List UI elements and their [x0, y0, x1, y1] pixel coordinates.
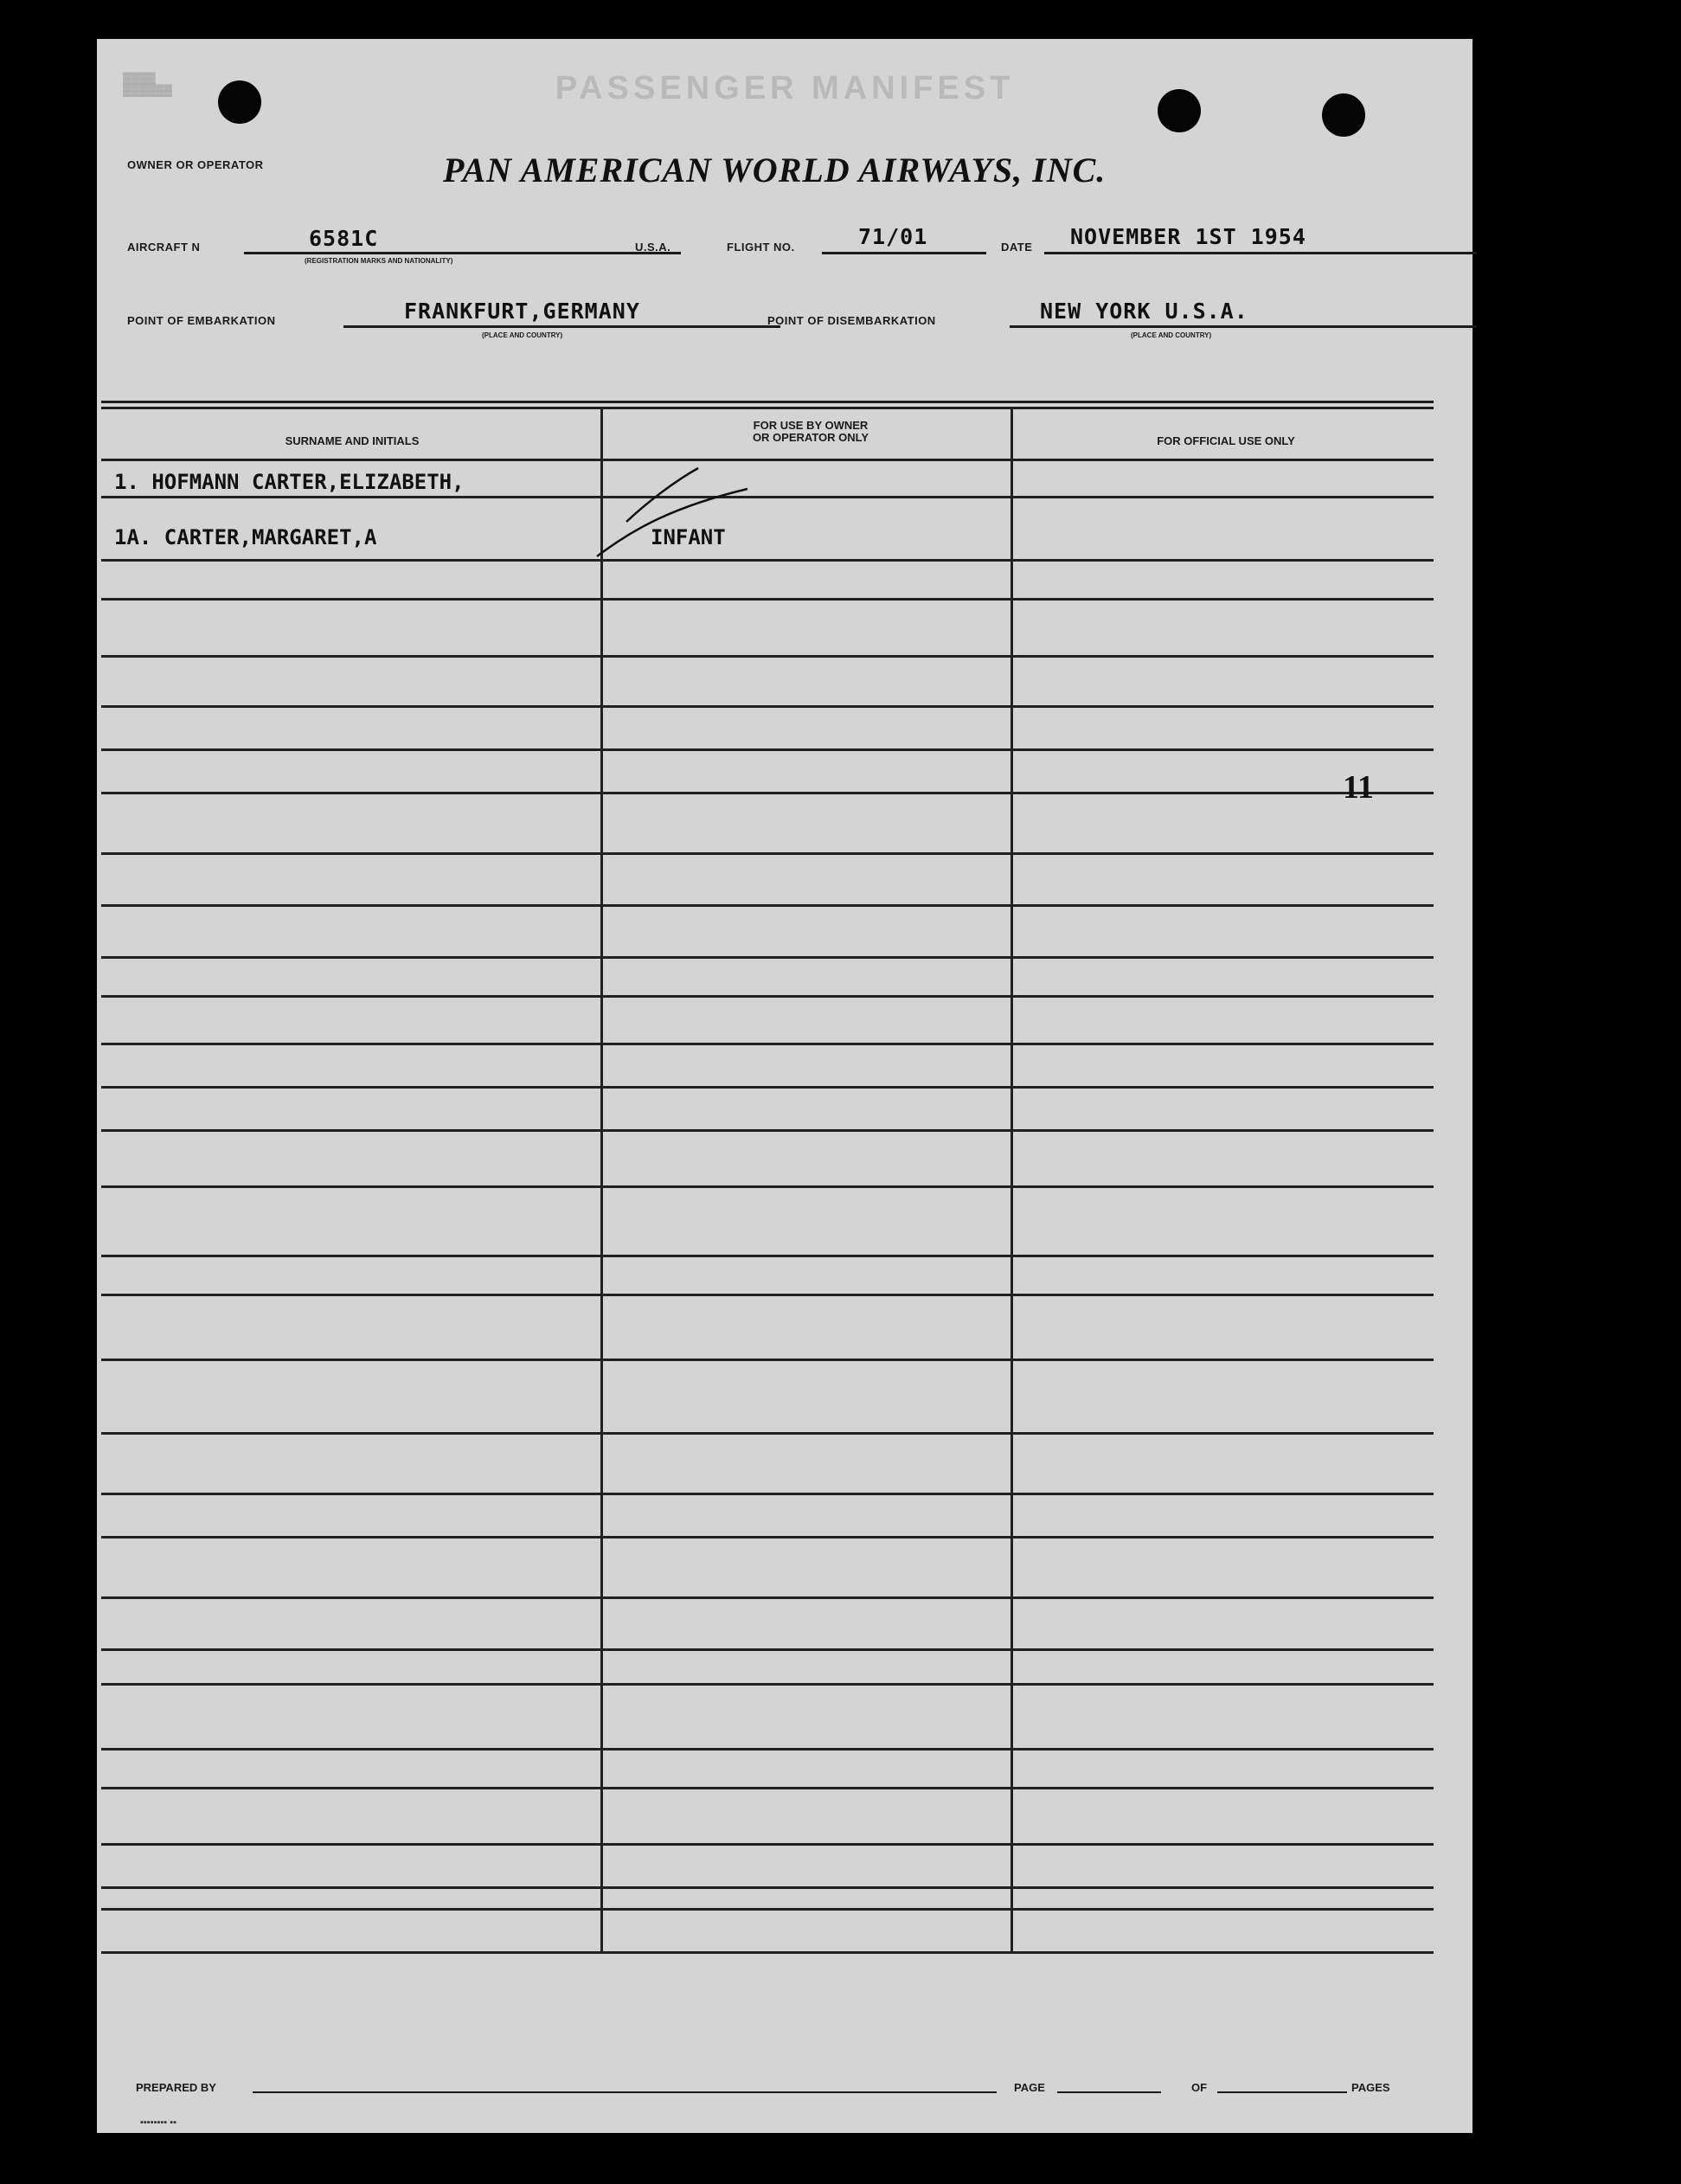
table-row-line [101, 1359, 1434, 1361]
table-row-line [101, 1043, 1434, 1045]
table-row-line [101, 1536, 1434, 1538]
usa-label: U.S.A. [635, 241, 671, 254]
disembark-label: POINT OF DISEMBARKATION [767, 314, 936, 327]
col-header-official: FOR OFFICIAL USE ONLY [1157, 434, 1295, 447]
table-row-line [101, 1294, 1434, 1296]
table-row-line [101, 1843, 1434, 1846]
table-row-line [101, 1886, 1434, 1889]
aircraft-sub: (REGISTRATION MARKS AND NATIONALITY) [305, 257, 453, 265]
table-row-line [101, 995, 1434, 998]
column-divider [600, 407, 603, 1951]
passenger-name: 1A. CARTER,MARGARET,A [114, 525, 377, 549]
page-label: PAGE [1014, 2081, 1045, 2094]
table-row-line [101, 1255, 1434, 1257]
of-label: OF [1191, 2081, 1208, 2094]
table-row-line [101, 1648, 1434, 1651]
table-row-line [101, 904, 1434, 907]
table-row-line [101, 1432, 1434, 1435]
embark-sub: (PLACE AND COUNTRY) [482, 331, 563, 339]
flight-value: 71/01 [858, 224, 928, 249]
table-row-line [101, 598, 1434, 601]
flight-label: FLIGHT NO. [727, 241, 795, 254]
col-header-owner-line2: OR OPERATOR ONLY [752, 431, 869, 444]
embark-label: POINT OF EMBARKATION [127, 314, 276, 327]
table-row-line [101, 956, 1434, 959]
official-number: 11 [1343, 769, 1374, 806]
owner-note: INFANT [651, 525, 726, 549]
aircraft-value: 6581C [309, 226, 379, 251]
owner-label: OWNER OR OPERATOR [127, 158, 264, 171]
table-row-line [101, 1596, 1434, 1599]
table-row-line [101, 748, 1434, 751]
prepared-by-label: PREPARED BY [136, 2081, 216, 2094]
disembark-value: NEW YORK U.S.A. [1040, 299, 1248, 324]
date-label: DATE [1001, 241, 1033, 254]
table-rows [101, 39, 1434, 2133]
form-stamp: ▪▪▪▪▪▪▪▪ ▪▪ [140, 2117, 177, 2128]
col-header-owner-line1: FOR USE BY OWNER [753, 419, 869, 432]
table-row-line [101, 1951, 1434, 1954]
pages-label: PAGES [1351, 2081, 1390, 2094]
table-row-line [101, 852, 1434, 855]
page-line [1057, 2091, 1161, 2093]
pen-strokes [547, 446, 754, 610]
of-line [1217, 2091, 1347, 2093]
table-row-line [101, 459, 1434, 461]
aircraft-label: AIRCRAFT N [127, 241, 201, 254]
table-row-line [101, 1748, 1434, 1750]
table-row-line [101, 1908, 1434, 1911]
column-divider [1011, 407, 1013, 1951]
table-row-line [101, 655, 1434, 658]
embark-value: FRANKFURT,GERMANY [404, 299, 640, 324]
table-row-line [101, 496, 1434, 498]
table-row-line [101, 559, 1434, 562]
table-row-line [101, 1086, 1434, 1089]
table-row-line [101, 1787, 1434, 1789]
table-row-line [101, 705, 1434, 708]
owner-value: PAN AMERICAN WORLD AIRWAYS, INC. [443, 151, 1107, 189]
passenger-name: 1. HOFMANN CARTER,ELIZABETH, [114, 470, 465, 494]
table-row-line [101, 792, 1434, 794]
manifest-page [97, 39, 1472, 2133]
col-header-surname: SURNAME AND INITIALS [285, 434, 420, 447]
form-title: PASSENGER MANIFEST [555, 70, 1015, 106]
table-row-line [101, 1493, 1434, 1495]
corner-stamp: ▓▓▓▓ ▓▓▓▓▓▓ [123, 71, 172, 96]
table-row-line [101, 1185, 1434, 1188]
prepared-by-line [253, 2091, 997, 2093]
date-value: NOVEMBER 1ST 1954 [1070, 224, 1306, 249]
table-row-line [101, 1129, 1434, 1132]
disembark-sub: (PLACE AND COUNTRY) [1131, 331, 1212, 339]
table-row-line [101, 1683, 1434, 1686]
